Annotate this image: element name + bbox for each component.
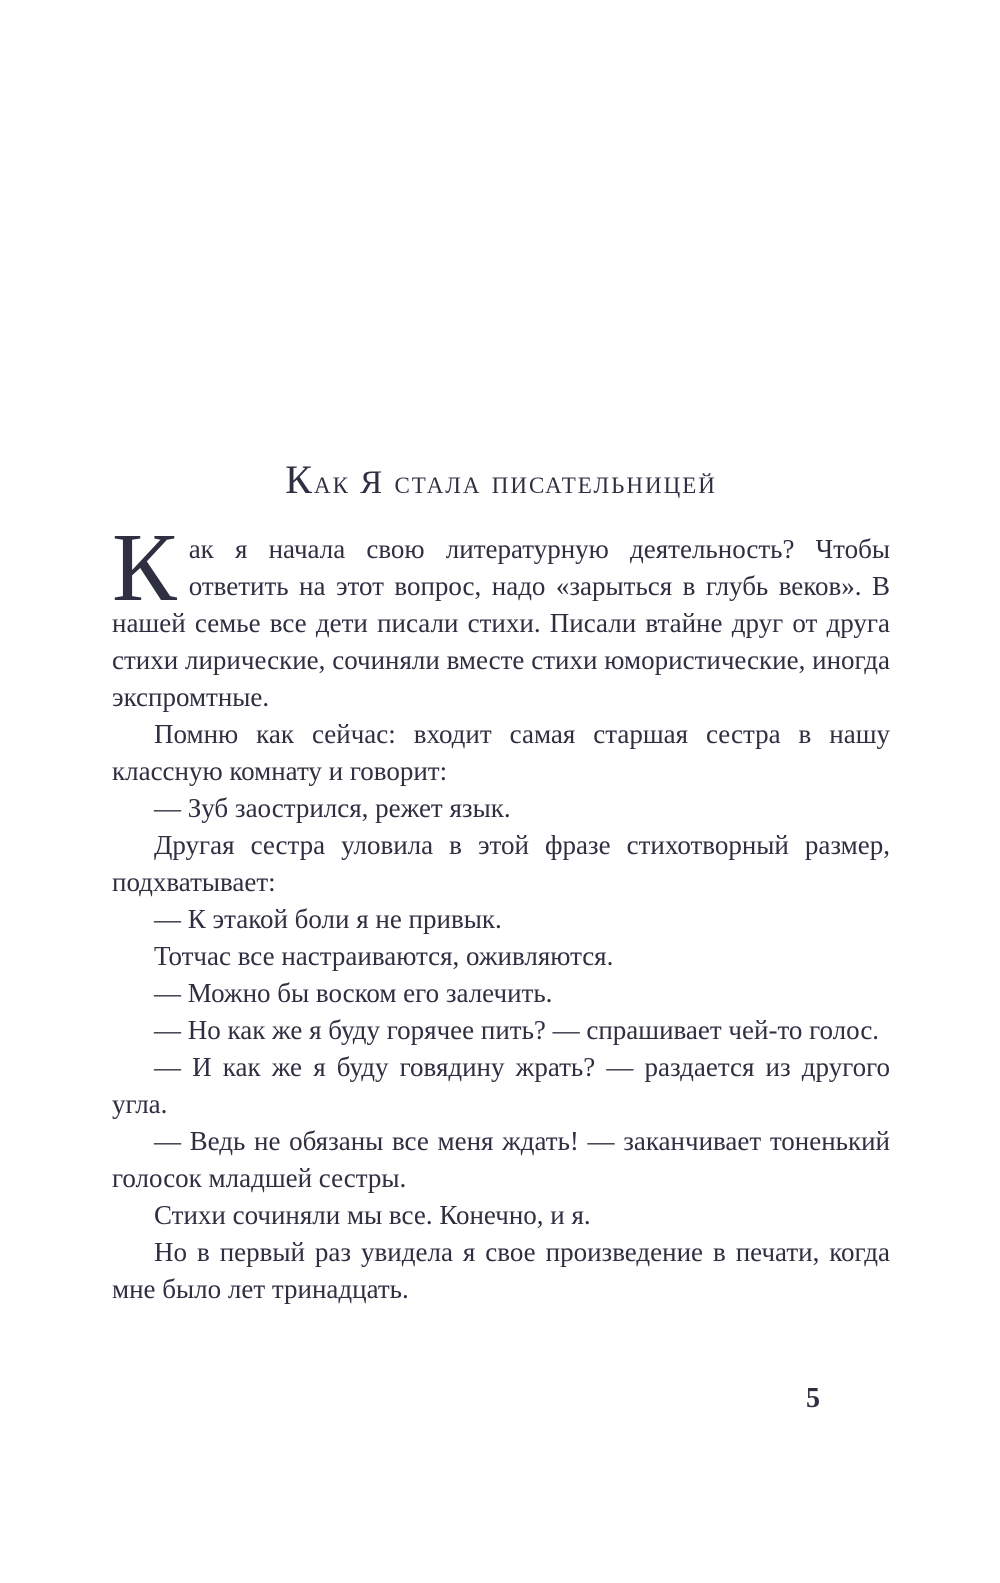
paragraph: — Ведь не обязаны все меня ждать! — заканчивает тоненький голосок младшей сестры. [112,1126,890,1193]
paragraph: Тотчас все настраиваются, оживляются. [154,941,614,971]
page-content [112,456,890,1308]
paragraph: Как я начала свою литературную деятельность? Чтобы ответить на этот вопрос, надо «зарыться в глубь веков». В нашей семье все дети писали стихи. Писали втайне друг от друга стихи лирические, сочиняли вместе стихи юмористические, иногда экспромтные. [112,514,890,712]
paragraph: Помню как сейчас: входит самая старшая сестра в нашу классную комнату и говорит: [112,719,890,786]
chapter-title: Как Я стала писательницей [285,457,717,502]
paragraph: Стихи сочиняли мы все. Конечно, и я. [154,1200,591,1230]
paragraph: Другая сестра уловила в этой фразе стихотворный размер, подхватывает: [112,830,890,897]
paragraph: — Зуб заострился, режет язык. [154,793,511,823]
body-text [112,514,890,1308]
paragraph: — Но как же я буду горячее пить? — спрашивает чей-то голос. [154,1015,880,1045]
paragraph: Но в первый раз увидела я свое произведение в печати, когда мне было лет тринадцать. [112,1237,890,1304]
paragraph: — К этакой боли я не привык. [154,904,502,934]
paragraph: — Можно бы воском его залечить. [154,978,553,1008]
drop-cap: К [112,514,177,621]
paragraph: — И как же я буду говядину жрать? — раздается из другого угла. [112,1052,890,1119]
page-number: 5 [806,1383,820,1414]
